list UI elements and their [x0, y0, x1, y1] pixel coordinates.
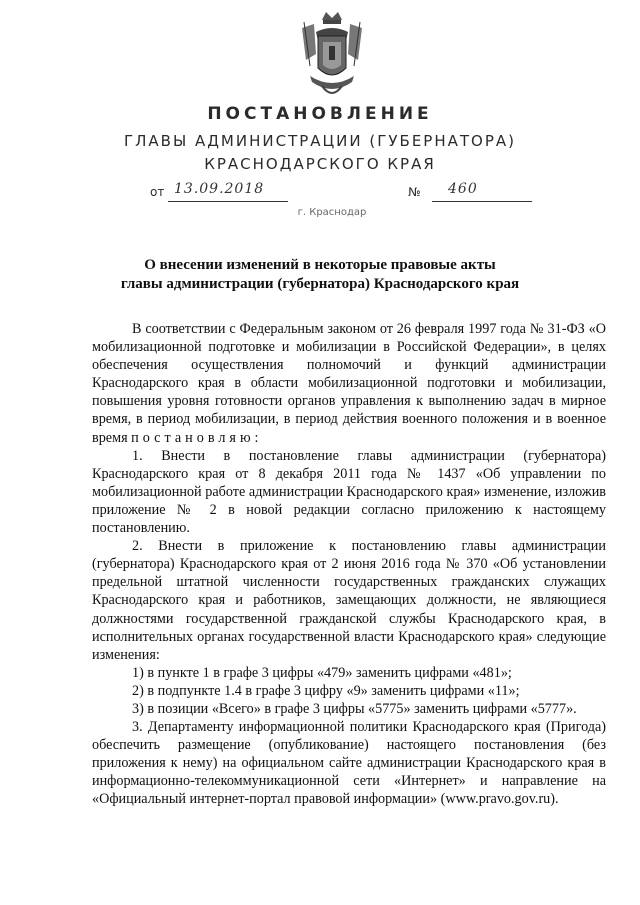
- number-label: №: [408, 185, 421, 199]
- item-2-subitem-3: 3) в позиции «Всего» в графе 3 цифры «5775» заменить цифрами «5777».: [132, 700, 577, 717]
- item-2-paragraph: 2. Внести в приложение к постановлению главы администрации (губернатора) Краснодарского края от 2 июня 2016 года № 370 «Об установлении предельной штатной численности государственных гражданских служащих Краснодарского края и работников, замещающих должности, не являющиеся должностями государственной гражданской службы Краснодарского края, в исполнительных органах государственной власти Краснодарского края» следующие изменения:: [92, 538, 606, 663]
- number-underline: [432, 201, 532, 202]
- krasnodar-coat-of-arms-icon: [296, 10, 368, 102]
- date-number-row: [150, 181, 540, 205]
- authority-line-1: ГЛАВЫ АДМИНИСТРАЦИИ (ГУБЕРНАТОРА): [123, 132, 517, 150]
- city-label: г. Краснодар: [297, 207, 367, 218]
- preamble-text: В соответствии с Федеральным законом от 26 февраля 1997 года № 31-ФЗ «О мобилизационной подготовке и мобилизации в Российской Федерации», в целях обеспечения осуществления полномочий и функций администрации Краснодарского края в области мобилизационной подготовки и мобилизации, повышения уровня готовности органов управления к выполнению задач в мирное время, в период мобилизации, в период действия военного положения и в военное время: [92, 321, 606, 446]
- authority-line-2: КРАСНОДАРСКОГО КРАЯ: [204, 155, 436, 173]
- decree-word: постановляю:: [131, 429, 263, 446]
- number-value: 460: [448, 181, 478, 197]
- document-heading: [60, 256, 580, 294]
- date-label: от: [150, 185, 165, 199]
- preamble-paragraph: [92, 320, 606, 447]
- item-3-paragraph: 3. Департаменту информационной политики Краснодарского края (Пригода) обеспечить размещение (опубликование) настоящего постановления (без приложения к нему) на официальном сайте администрации Краснодарского края в информационно-телекоммуникационной сети «Интернет» и направление на «Официальный интернет-портал правовой информации» (www.pravo.gov.ru).: [92, 719, 606, 808]
- document-body: [92, 320, 606, 809]
- document-type-title: ПОСТАНОВЛЕНИЕ: [207, 104, 433, 124]
- item-1-paragraph: 1. Внести в постановление главы администрации (губернатора) Краснодарского края от 8 декабря 2011 года № 1437 «Об управлении по мобилизационной работе администрации Краснодарского края» изменение, изложив приложение № 2 в новой редакции согласно приложению к настоящему постановлению.: [92, 447, 606, 537]
- date-value: 13.09.2018: [174, 181, 265, 197]
- heading-line-1: О внесении изменений в некоторые правовые акты: [144, 257, 496, 273]
- item-2-subitem-2: 2) в подпункте 1.4 в графе 3 цифру «9» заменить цифрами «11»;: [132, 682, 520, 699]
- date-underline: [168, 201, 288, 202]
- item-2-subitem-1: 1) в пункте 1 в графе 3 цифры «479» заменить цифрами «481»;: [132, 664, 512, 681]
- heading-line-2: главы администрации (губернатора) Краснодарского края: [120, 276, 520, 292]
